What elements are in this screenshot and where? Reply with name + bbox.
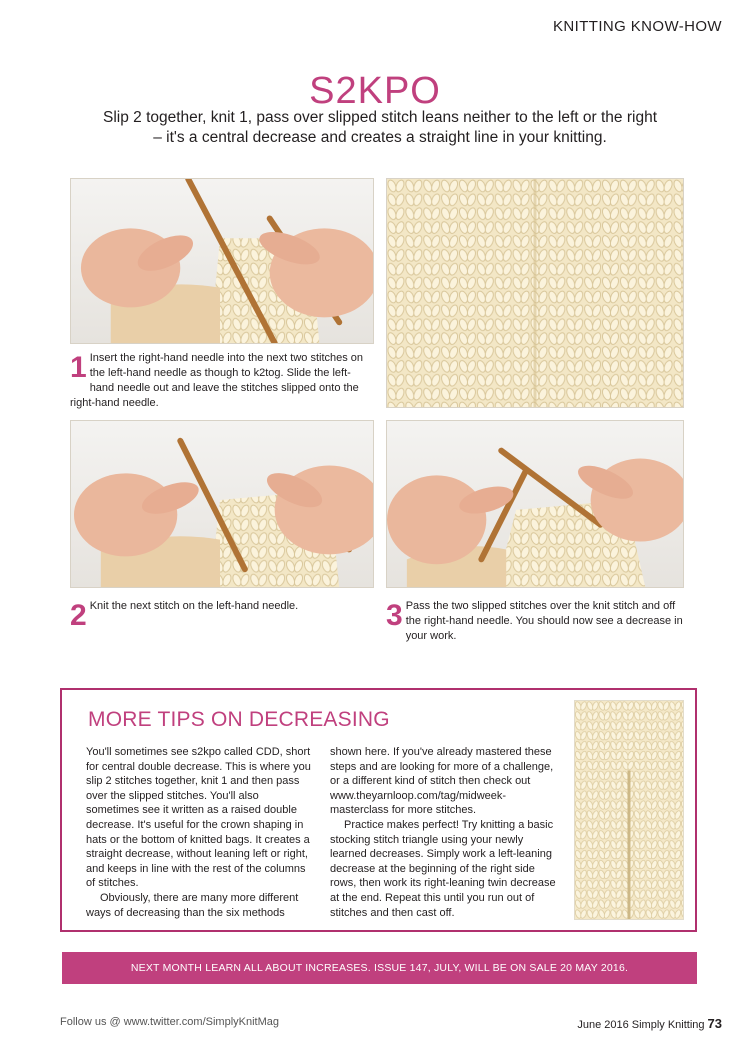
- swatch-photo: [386, 178, 684, 408]
- footer-twitter: Follow us @ www.twitter.com/SimplyKnitMag: [60, 1016, 280, 1028]
- page-title: S2KPO: [309, 70, 441, 112]
- tips-column-1: [86, 745, 312, 920]
- step-1: [70, 351, 374, 411]
- step-1-text: Insert the right-hand needle into the next two stitches on the left-hand needle as though to k2tog. Slide the left-hand needle out and leave the stitches slipped onto the right-hand needle.: [70, 352, 364, 409]
- step-3-photo: [386, 420, 684, 588]
- step-3-text: Pass the two slipped stitches over the knit stitch and off the right-hand needle. You should now see a decrease in your work.: [405, 600, 683, 642]
- step-2-text: Knit the next stitch on the left-hand needle.: [89, 600, 299, 612]
- tips-paragraph: Obviously, there are many more different ways of decreasing than the six methods: [86, 891, 299, 919]
- intro-text: Slip 2 together, knit 1, pass over slipped stitch leans neither to the left or the right – it's a central decrease and creates a straight line in your knitting.: [102, 109, 657, 146]
- step-3: [386, 599, 684, 644]
- tips-box: [60, 688, 697, 932]
- tips-paragraph: You'll sometimes see s2kpo called CDD, short for central double decrease. This is where you slip 2 stitches together, knit 1 and then pass over the slipped stitches. You'll also sometimes see it written as a raised double decrease. It's useful for the crown shaping in hats or the bottom of knitted bags. It creates a straight decrease, without leaning left or right, and keeps in line with the rest of the columns of stitches.: [86, 746, 311, 890]
- footer-issue: [577, 1016, 722, 1031]
- step-1-photo: [70, 178, 374, 344]
- tips-title: MORE TIPS ON DECREASING: [88, 708, 390, 731]
- step-2-photo: [70, 420, 374, 588]
- step-2-number: 2: [70, 599, 87, 632]
- footer-issue-text: June 2016 Simply Knitting: [577, 1019, 705, 1031]
- step-3-number: 3: [386, 599, 403, 632]
- tips-swatch-photo: [574, 700, 684, 920]
- section-tag: KNITTING KNOW-HOW: [552, 18, 722, 35]
- step-2: [70, 599, 374, 630]
- tips-column-2: [330, 745, 558, 920]
- step-1-number: 1: [70, 351, 87, 384]
- next-month-banner: NEXT MONTH LEARN ALL ABOUT INCREASES. ISSUE 147, JULY, WILL BE ON SALE 20 MAY 2016.: [62, 952, 697, 984]
- tips-paragraph: Practice makes perfect! Try knitting a basic stocking stitch triangle using your newly learned decreases. Simply work a left-leaning decrease at the beginning of the right side rows, then work its right-leaning twin decrease at the end. Repeat this until you run out of stitches and then cast off.: [330, 818, 556, 919]
- tips-paragraph: shown here. If you've already mastered these steps and are looking for more of a challenge, or a different kind of stitch then check out www.theyarnloop.com/tag/midweek-masterclass for more stitches.: [330, 746, 554, 817]
- page-number: 73: [707, 1016, 722, 1031]
